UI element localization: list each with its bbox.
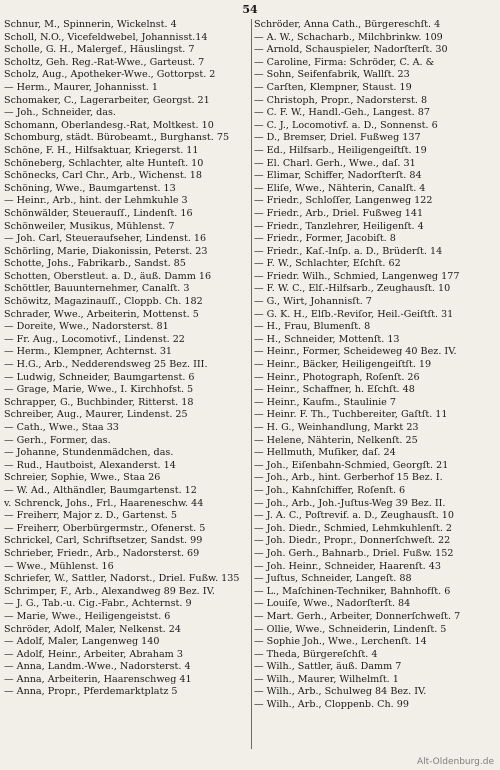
directory-entry: — Juſtus, Schneider, Langeſt. 88: [254, 573, 412, 585]
directory-entry: v. Schrenck, Johs., Frl., Haareneschw. 44: [4, 497, 204, 509]
directory-entry: — Helene, Nähterin, Nelkenſt. 25: [254, 434, 418, 446]
directory-entry: — Sophie Joh., Wwe., Lerchenſt. 14: [254, 636, 427, 648]
directory-entry: — Friedr. Wilh., Schmied, Langenweg 177: [254, 270, 460, 282]
directory-column-left: [4, 19, 252, 699]
directory-entry: — Friedr., Kaſ.-Inſp. a. D., Brüderſt. 14: [254, 245, 443, 257]
directory-entry: — D., Bremser, Driel. Fußweg 137: [254, 132, 421, 144]
directory-entry: — Friedr., Former, Jacobiſt. 8: [254, 233, 396, 245]
directory-entry: — G., Wirt, Johannisſt. 7: [254, 296, 372, 308]
directory-entry: — Joh. Carl, Steueraufseher, Lindenst. 16: [4, 233, 207, 245]
directory-entry: — Doreite, Wwe., Nadorsterst. 81: [4, 321, 169, 333]
directory-entry: — Joh. Diedr., Propr., Donnerſchweſt. 22: [254, 535, 451, 547]
directory-entry: — Marie, Wwe., Heiligengeistst. 6: [4, 610, 171, 622]
directory-entry: — Christoph, Propr., Nadorsterst. 8: [254, 94, 428, 106]
directory-entry: — Grage, Marie, Wwe., I. Kirchhofst. 5: [4, 384, 194, 396]
directory-entry: Schrieber, Friedr., Arb., Nadorsterst. 69: [4, 547, 200, 559]
directory-entry: Scholtz, Geh. Reg.-Rat-Wwe., Garteust. 7: [4, 56, 205, 68]
directory-entry: — Heinr., Former, Scheideweg 40 Bez. IV.: [254, 346, 457, 358]
directory-entry: Schöttler, Bauunternehmer, Canalſt. 3: [4, 283, 190, 295]
directory-entry: — Joh., Kahnſchiffer, Roſenſt. 6: [254, 484, 406, 496]
directory-entry: Schrader, Wwe., Arbeiterin, Mottenst. 5: [4, 308, 199, 320]
directory-entry: Schriefer, W., Sattler, Nadorst., Driel. Fußw. 135: [4, 573, 240, 585]
directory-entry: — Gerh., Former, das.: [4, 434, 111, 446]
directory-entry: — H.G., Arb., Nedderendsweg 25 Bez. III.: [4, 359, 208, 371]
directory-entry: — Joh. Gerh., Bahnarb., Driel. Fußw. 152: [254, 547, 454, 559]
directory-entry: — Heinr., Bäcker, Heiligengeiſtſt. 19: [254, 359, 432, 371]
directory-entry: Schreier, Sophie, Wwe., Staa 26: [4, 472, 161, 484]
directory-entry: — El. Charl. Gerh., Wwe., daſ. 31: [254, 157, 416, 169]
directory-entry: — Heinr., Kaufm., Staulinie 7: [254, 396, 397, 408]
watermark-text: Alt-Oldenburg.de: [416, 757, 494, 767]
directory-entry: — Freiherr, Major z. D., Gartenst. 5: [4, 510, 177, 522]
directory-entry: Schönweiler, Musikus, Mühlenst. 7: [4, 220, 175, 232]
directory-entry: — Wilh., Arb., Schulweg 84 Bez. IV.: [254, 686, 427, 698]
directory-entry: — Joh., Eiſenbahn-Schmied, Georgſt. 21: [254, 459, 449, 471]
directory-entry: — Mart. Gerh., Arbeiter, Donnerſchweſt. 7: [254, 610, 461, 622]
directory-entry: — Friedr., Schloſſer, Langenweg 122: [254, 195, 433, 207]
directory-entry: — L., Maſchinen-Techniker, Bahnhofſt. 6: [254, 585, 451, 597]
directory-entry: — Ludwig, Schneider, Baumgartenst. 6: [4, 371, 195, 383]
directory-entry: Schreiber, Aug., Maurer, Lindenst. 25: [4, 409, 188, 421]
directory-entry: — Ollie, Wwe., Schneiderin, Lindenſt. 5: [254, 623, 447, 635]
directory-entry: — W. Ad., Althändler, Baumgartenst. 12: [4, 484, 197, 496]
directory-entry: — F. W. C., Elſ.-Hilfsarb., Zeughausſt. 10: [254, 283, 451, 295]
directory-entry: — Herm., Maurer, Johannisst. 1: [4, 81, 158, 93]
directory-entry: — Heinr. F. Th., Tuchbereiter, Gaſtſt. 11: [254, 409, 448, 421]
directory-entry: Schönecks, Carl Chr., Arb., Wichenst. 18: [4, 170, 202, 182]
directory-entry: Schröder, Anna Cath., Bürgereschſt. 4: [254, 19, 441, 30]
directory-entry: Schomann, Oberlandesg.-Rat, Moltkest. 10: [4, 119, 214, 131]
directory-entry: Schöwitz, Magazinauſſ., Cloppb. Ch. 182: [4, 296, 203, 308]
directory-entry: — Louiſe, Wwe., Nadorſterſt. 84: [254, 598, 411, 610]
directory-entry: — Joh., Arb., hint. Gerberhof 15 Bez. I.: [254, 472, 443, 484]
directory-entry: — C. J., Locomotivf. a. D., Sonnenst. 6: [254, 119, 438, 131]
directory-entry: — Sohn, Seifenfabrik, Wallſt. 23: [254, 69, 410, 81]
directory-entry: — Elimar, Schiffer, Nadorſterſt. 84: [254, 170, 422, 182]
directory-entry: — C. F. W., Handl.-Geh., Langest. 87: [254, 107, 430, 119]
directory-entry: Schrickel, Carl, Schriftsetzer, Sandst. 99: [4, 535, 203, 547]
directory-entry: — Wilh., Maurer, Wilhelmſt. 1: [254, 673, 399, 685]
directory-entry: Schröder, Adolf, Maler, Nelkenst. 24: [4, 623, 181, 635]
directory-entry: — Carſten, Klempner, Staust. 19: [254, 81, 412, 93]
directory-entry: — Wilh., Arb., Cloppenb. Ch. 99: [254, 699, 409, 711]
directory-column-right: [254, 19, 498, 712]
directory-entry: — F. W., Schlachter, Eſchſt. 62: [254, 258, 401, 270]
column-divider: [251, 19, 252, 749]
directory-entry: — H., Frau, Blumenſt. 8: [254, 321, 371, 333]
directory-entry: Schöne, F. H., Hilfsaktuar, Kriegerst. 11: [4, 144, 199, 156]
directory-entry: — J. G., Tab.-u. Cig.-Fabr., Achternst. 9: [4, 598, 192, 610]
directory-entry: Scholl, N.O., Vicefeldwebel, Johannisst.14: [4, 31, 208, 43]
directory-entry: Schörling, Marie, Diakonissin, Peterst. 23: [4, 245, 208, 257]
directory-entry: — Theda, Bürgereſchſt. 4: [254, 648, 378, 660]
directory-entry: — H., Schneider, Mottenſt. 13: [254, 333, 400, 345]
directory-entry: — Anna, Propr., Pferdemarktplatz 5: [4, 686, 178, 698]
directory-entry: — Joh., Schneider, das.: [4, 107, 116, 119]
directory-entry: — Wwe., Mühlenst. 16: [4, 560, 114, 572]
directory-entry: Scholz, Aug., Apotheker-Wwe., Gottorpst. 2: [4, 69, 216, 81]
directory-entry: — Herm., Klempner, Achternst. 31: [4, 346, 173, 358]
directory-entry: Schöning, Wwe., Baumgartenst. 13: [4, 182, 176, 194]
directory-entry: — Hellmuth, Muſiker, daſ. 24: [254, 447, 396, 459]
directory-entry: Schotte, Johs., Fabrikarb., Sandst. 85: [4, 258, 186, 270]
directory-entry: Schöneberg, Schlachter, alte Hunteſt. 10: [4, 157, 204, 169]
directory-entry: — Joh. Heinr., Schneider, Haarenſt. 43: [254, 560, 441, 572]
directory-entry: — Wilh., Sattler, äuß. Damm 7: [254, 661, 402, 673]
directory-entry: — G. K. H., Elſb.-Reviſor, Heil.-Geiſtſt. 31: [254, 308, 454, 320]
directory-entry: — H. G., Weinhandlung, Markt 23: [254, 422, 419, 433]
directory-entry: Scholle, G. H., Malergef., Häuslingst. 7: [4, 44, 195, 56]
directory-entry: — Heinr., Photograph, Roſenſt. 26: [254, 371, 420, 383]
directory-entry: — Anna, Arbeiterin, Haarenschweg 41: [4, 673, 192, 685]
directory-entry: — Johanne, Stundenmädchen, das.: [4, 447, 174, 459]
directory-entry: — Heinr., Arb., hint. der Lehmkuhle 3: [4, 195, 188, 207]
directory-entry: — Adolf, Heinr., Arbeiter, Abraham 3: [4, 648, 183, 660]
directory-entry: — Heinr., Schaffner, h. Eſchſt. 48: [254, 384, 415, 396]
directory-entry: — A. W., Schacharb., Milchbrinkw. 109: [254, 31, 443, 43]
directory-entry: — Fr. Aug., Locomotivf., Lindenst. 22: [4, 333, 185, 345]
directory-entry: Schrimper, F., Arb., Alexandweg 89 Bez. IV.: [4, 585, 215, 597]
directory-entry: Schomburg, städt. Bürobeamt., Burghanst. 75: [4, 132, 230, 144]
directory-entry: — Ed., Hilfsarb., Heiligengeiſtſt. 19: [254, 144, 427, 156]
directory-entry: Schönwälder, Steuerauſſ., Lindenſt. 16: [4, 207, 193, 219]
directory-entry: — Arnold, Schauspieler, Nadorſterſt. 30: [254, 44, 448, 56]
page-number: 54: [242, 3, 258, 16]
directory-entry: Schomaker, C., Lagerarbeiter, Georgst. 21: [4, 94, 210, 106]
directory-entry: — Joh., Arb., Joh.-Juſtus-Weg 39 Bez. II.: [254, 497, 446, 509]
directory-entry: — Cath., Wwe., Staa 33: [4, 422, 119, 433]
directory-entry: — Freiherr, Oberbürgermstr., Ofenerst. 5: [4, 522, 206, 534]
directory-entry: — Friedr., Arb., Driel. Fußweg 141: [254, 207, 424, 219]
directory-entry: Schotten, Oberstleut. a. D., äuß. Damm 16: [4, 270, 212, 282]
directory-entry: — Eliſe, Wwe., Nähterin, Canalſt. 4: [254, 182, 426, 194]
directory-entry: Schrapper, G., Buchbinder, Ritterst. 18: [4, 396, 194, 408]
directory-entry: — Adolf, Maler, Langenweg 140: [4, 636, 160, 648]
directory-entry: — Caroline, Firma: Schröder, C. A. &: [254, 56, 435, 68]
directory-entry: — Rud., Hautboist, Alexanderst. 14: [4, 459, 176, 471]
directory-entry: — Friedr., Tanzlehrer, Heiligenſt. 4: [254, 220, 424, 232]
directory-entry: Schnur, M., Spinnerin, Wickelnst. 4: [4, 19, 177, 30]
directory-entry: — Anna, Landm.-Wwe., Nadorsterst. 4: [4, 661, 191, 673]
directory-entry: — Joh. Diedr., Schmied, Lehmkuhlenſt. 2: [254, 522, 453, 534]
directory-entry: — J. A. C., Poſtrevif. a. D., Zeughausſt. 10: [254, 510, 455, 522]
